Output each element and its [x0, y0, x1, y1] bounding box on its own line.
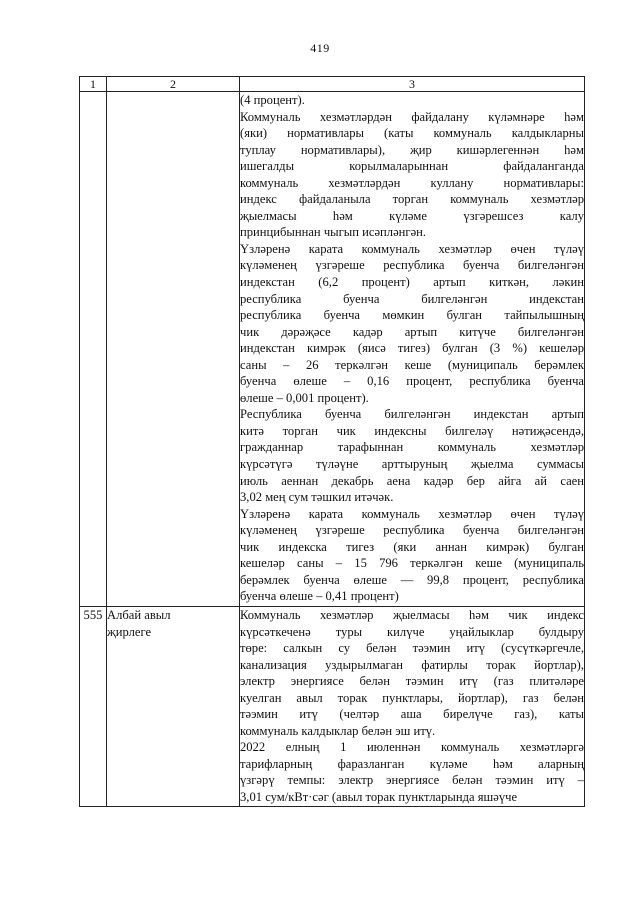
region-name-line: җирлеге — [107, 624, 152, 639]
row-number — [80, 92, 107, 607]
text-line: төре: салкын су белән тәэмин итү (сусүткәргечле, — [240, 641, 584, 656]
text-line: принцибыннан чыгып исәпләнгән. — [240, 225, 427, 240]
text-line: өлеше – 0,001 процент). — [240, 390, 369, 405]
text-line: күләменең үзгәреше республика буенча билгеләнгән — [240, 258, 584, 273]
text-line: җыелмасы һәм күләме үзгәрешсез калу — [240, 208, 584, 223]
header-col-2: 2 — [107, 77, 240, 92]
text-line: (яки) нормативлары (каты коммуналь калдыкларны — [240, 126, 584, 141]
text-line: 3,02 мең сум тәшкил итәчәк. — [240, 490, 394, 505]
text-line: индекстан (6,2 процент) артып киткән, ләкин — [240, 275, 584, 290]
text-line: июль аеннан декабрь аена кадәр бер айга ай саен — [240, 473, 584, 488]
text-line: тәэмин итү (челтәр аша бирелүче газ), каты — [240, 707, 584, 722]
paragraph — [240, 109, 584, 241]
text-line: 2022 елның 1 июленнән коммуналь хезмәтләргә — [240, 740, 584, 755]
text-line: Коммуналь хезмәтләрдән файдалану күләмнәре һәм — [240, 109, 584, 124]
paragraph — [240, 406, 584, 505]
text-line: күрсәтүгә түләүне арттыруның җыелма суммасы — [240, 457, 584, 472]
text-line: 3,01 сум/кВт·сәг (авыл торак пунктларында яшәүче — [240, 790, 518, 805]
text-line: чик дәрәҗәсе кадәр артып китүче билгеләнгән — [240, 324, 584, 339]
paragraph — [240, 607, 584, 739]
page-number: 419 — [310, 41, 330, 55]
region-name-line: Албай авыл — [107, 608, 171, 622]
text-line: үзгәрү темпы: электр энергиясе белән тәэмин итү – — [240, 773, 584, 788]
text-line: электр энергиясе белән тәэмин итү (газ плитәләре — [240, 674, 584, 689]
text-line: күрсәткеченә туры килүче уңайлыклар булдыру — [240, 624, 584, 639]
table-header-row — [80, 77, 585, 92]
region-name — [107, 607, 240, 807]
text-line: тарифларның фаразланган күләме һәм аларның — [240, 756, 584, 771]
text-line: ишегалды корылмаларыннан файдаланганда — [240, 159, 584, 174]
paragraph — [240, 92, 584, 109]
text-line: Үзләренә карата коммуналь хезмәтләр өчен түләү — [240, 506, 584, 521]
text-line: индекс файдаланыла торган коммуналь хезмәтләр — [240, 192, 584, 207]
text-line: республика буенча билгеләнгән индекстан — [240, 291, 584, 306]
header-col-1: 1 — [80, 77, 107, 92]
row-number: 555 — [80, 607, 107, 807]
row-description — [240, 92, 585, 607]
text-line: кешеләр саны – 15 796 теркәлгән кеше (муниципаль — [240, 556, 584, 571]
table-row — [80, 92, 585, 607]
text-line: китә торган чик индексны билгеләү нәтиҗәсендә, — [240, 423, 584, 438]
text-line: саны – 26 теркәлгән кеше (муниципаль берәмлек — [240, 357, 584, 372]
row-description — [240, 607, 585, 807]
document-table — [79, 76, 585, 807]
paragraph — [240, 241, 584, 406]
text-line: буенча өлеше – 0,16 процент, республика буенча — [240, 374, 584, 389]
table-row — [80, 607, 585, 807]
text-line: индекстан кимрәк (яисә тигез) булган (3 %) кешеләр — [240, 341, 584, 356]
text-line: туплау нормативлары), җир кишәрлегеннән һәм — [240, 142, 584, 157]
text-line: берәмлек буенча өлеше — 99,8 процент, республика — [240, 572, 584, 587]
paragraph — [240, 739, 584, 805]
text-line: канализация уздырылмаган фатирлы торак йортлар), — [240, 657, 584, 672]
text-line: (4 процент). — [240, 93, 305, 107]
text-line: коммуналь калдыклар белән эш итү. — [240, 723, 436, 738]
text-line: буенча өлеше – 0,41 процент) — [240, 589, 399, 604]
header-col-3: 3 — [240, 77, 585, 92]
text-line: чик индекска тигез (яки аннан кимрәк) булган — [240, 539, 584, 554]
text-line: күләменең үзгәреше республика буенча билгеләнгән — [240, 523, 584, 538]
text-line: Үзләренә карата коммуналь хезмәтләр өчен түләү — [240, 241, 584, 256]
text-line: коммуналь хезмәтләрдән куллану нормативлары: — [240, 175, 584, 190]
region-name — [107, 92, 240, 607]
text-line: Республика буенча билгеләнгән индекстан артып — [240, 407, 584, 422]
text-line: Коммуналь хезмәтләр җыелмасы һәм чик индекс — [240, 608, 584, 622]
paragraph — [240, 506, 584, 605]
text-line: гражданнар тарафыннан коммуналь хезмәтләр — [240, 440, 584, 455]
text-line: куелган авыл торак пунктлары, йортлар), газ белән — [240, 690, 584, 705]
text-line: республика буенча мөмкин булган тайпылышның — [240, 308, 584, 323]
